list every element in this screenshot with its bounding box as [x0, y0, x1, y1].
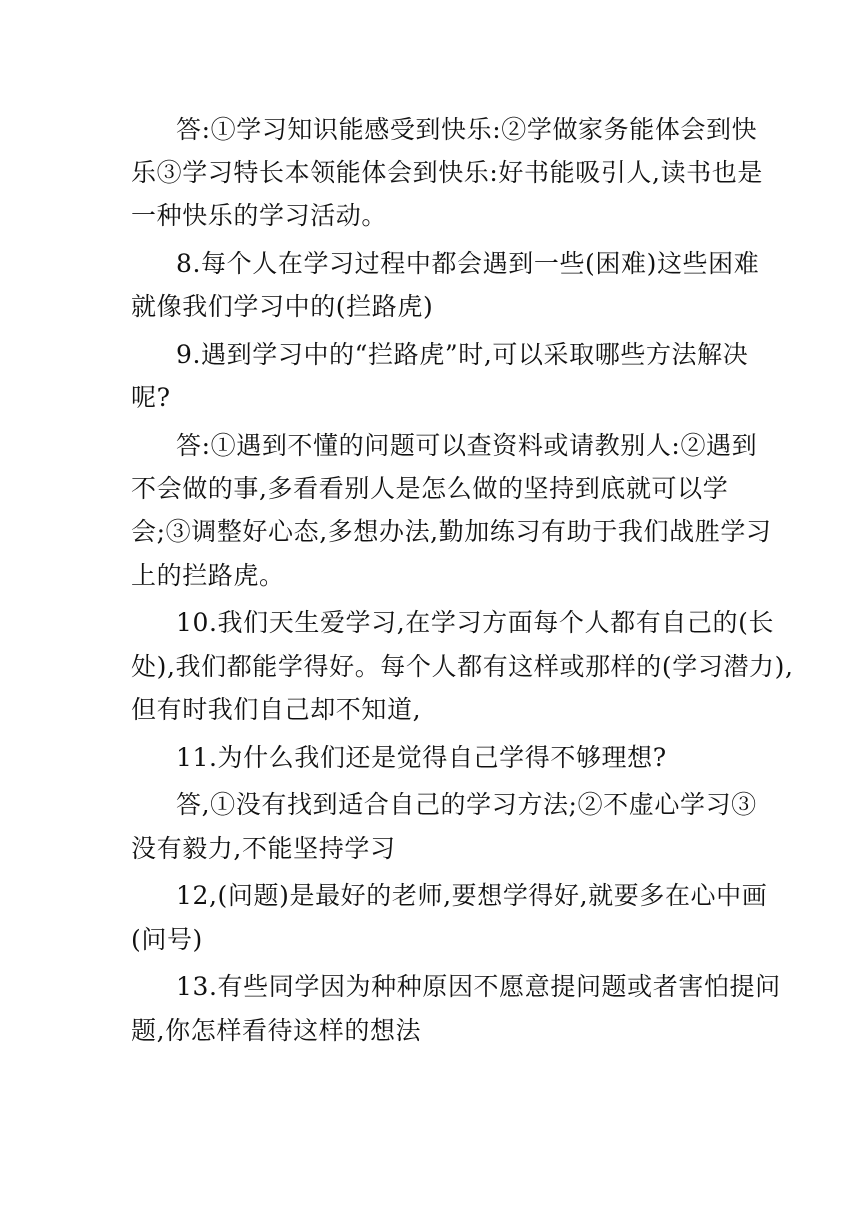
question-8-line-2: 就像我们学习中的(拦路虎): [131, 292, 434, 321]
answer-7-line-2: 乐③学习特长本领能体会到快乐:好书能吸引人,读书也是: [131, 158, 763, 187]
answer-9-line-3: 会;③调整好心态,多想办法,勤加练习有助于我们战胜学习: [131, 517, 772, 546]
question-10-line-1: 10.我们天生爱学习,在学习方面每个人都有自己的(长: [176, 608, 775, 637]
question-10-line-3: 但有时我们自己却不知道,: [131, 695, 422, 724]
question-12-line-1: 12,(问题)是最好的老师,要想学得好,就要多在心中画: [176, 881, 768, 910]
question-9-line-1: 9.遇到学习中的“拦路虎”时,可以采取哪些方法解决: [176, 340, 749, 369]
question-11-line-1: 11.为什么我们还是觉得自己学得不够理想?: [176, 743, 667, 772]
answer-9-line-1: 答:①遇到不懂的问题可以查资料或请教别人:②遇到: [176, 431, 758, 460]
question-9-line-2: 呢?: [131, 383, 171, 412]
question-10-line-2: 处),我们都能学得好。每个人都有这样或那样的(学习潜力),: [131, 652, 794, 681]
question-12-line-2: (问号): [131, 925, 203, 954]
answer-11-line-1: 答,①没有找到适合自己的学习方法;②不虚心学习③: [176, 790, 757, 819]
question-13-line-1: 13.有些同学因为种种原因不愿意提问题或者害怕提问: [176, 972, 781, 1001]
question-13-line-2: 题,你怎样看待这样的想法: [131, 1016, 422, 1045]
answer-9-line-2: 不会做的事,多看看别人是怎么做的坚持到底就可以学: [131, 474, 729, 503]
answer-11-line-2: 没有毅力,不能坚持学习: [131, 834, 396, 863]
answer-7-line-3: 一种快乐的学习活动。: [131, 201, 388, 230]
answer-9-line-4: 上的拦路虎。: [131, 561, 285, 590]
answer-7-line-1: 答:①学习知识能感受到快乐:②学做家务能体会到快: [176, 115, 758, 144]
question-8-line-1: 8.每个人在学习过程中都会遇到一些(困难)这些困难: [176, 249, 760, 278]
